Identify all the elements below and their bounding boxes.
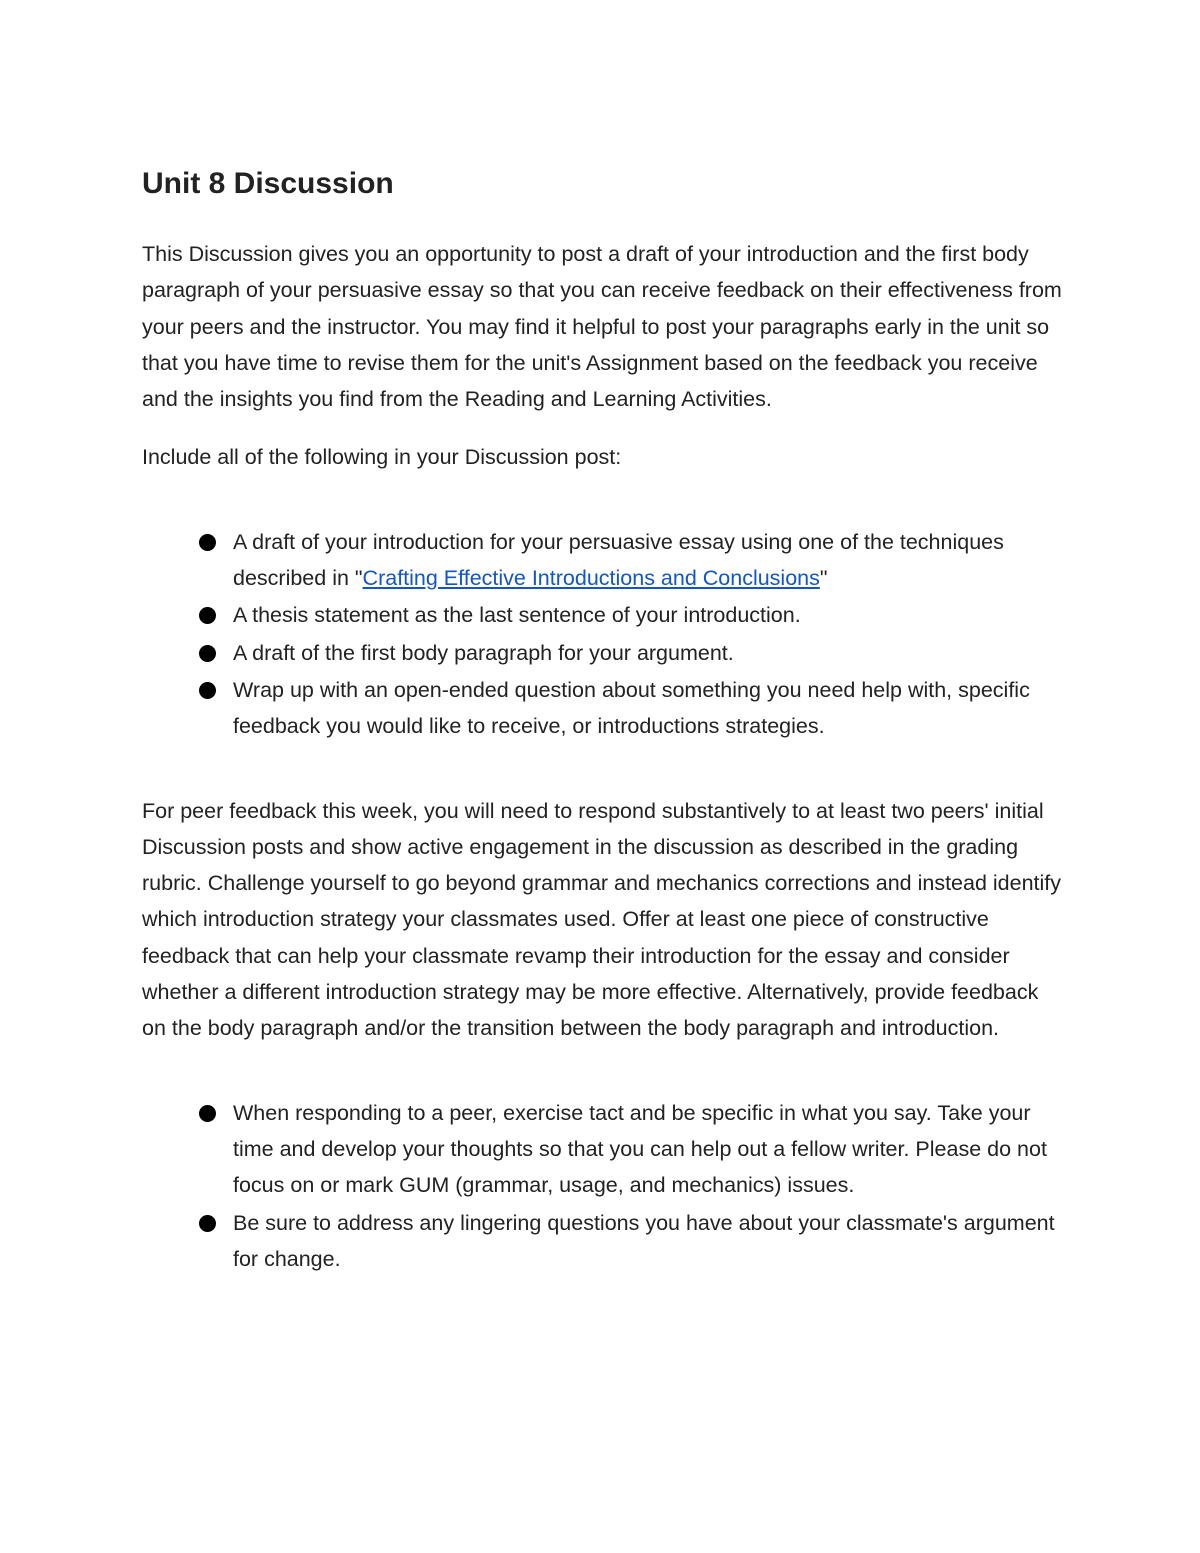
intro-paragraph: This Discussion gives you an opportunity to post a draft of your introduction and the first body paragraph of your persuasive essay so that you can receive feedback on their effectiveness from your peers and the instructor. You may find it helpful to post your paragraphs early in the unit so that you have time to revise them for the unit's Assignment based on the feedback you receive and the insights you find from the Reading and Learning Activities. [142, 242, 1062, 412]
document-page [142, 162, 1062, 1278]
list-item [142, 1095, 1062, 1204]
list-item [142, 635, 1062, 671]
bullet-icon [199, 682, 216, 699]
list-item [142, 672, 1062, 745]
list-item [142, 597, 1062, 633]
bullet-icon [199, 607, 216, 624]
bullet-icon [199, 1215, 216, 1232]
list-item-text: Be sure to address any lingering questions you have about your classmate's argument for change. [233, 1210, 1055, 1271]
peer-tips-list [142, 1095, 1062, 1277]
list-item-text: When responding to a peer, exercise tact and be specific in what you say. Take your time and develop your thoughts so that you can help out a fellow writer. Please do not focus on or mark GUM (grammar, usage, and mechanics) issues. [233, 1100, 1047, 1198]
crafting-introductions-link[interactable]: Crafting Effective Introductions and Conclusions [362, 566, 820, 591]
list-item-text: A thesis statement as the last sentence of your introduction. [233, 603, 801, 628]
bullet-icon [199, 1105, 216, 1122]
list-item-text-suffix: " [819, 566, 828, 591]
list-item-text: Wrap up with an open-ended question about something you need help with, specific feedback you would like to receive, or introductions strategies. [233, 677, 1030, 739]
requirements-list [142, 524, 1062, 745]
bullet-icon [199, 645, 216, 662]
peer-feedback-paragraph: For peer feedback this week, you will need to respond substantively to at least two peers' initial Discussion posts and show active engagement in the discussion as described in the grading rubric. Challenge yourself to go beyond grammar and mechanics corrections and instead identify which introduction strategy your classmates used. Offer at least one piece of constructive feedback that can help your classmate revamp their introduction for the essay and consider whether a different introduction strategy may be more effective. Alternatively, provide feedback on the body paragraph and/or the transition between the body paragraph and introduction. [142, 798, 1062, 1041]
list-item-text: A draft of your introduction for your persuasive essay using one of the techniques described in " [233, 529, 1004, 591]
list-item-text: A draft of the first body paragraph for your argument. [233, 640, 734, 665]
bullet-icon [199, 534, 216, 551]
page-title: Unit 8 Discussion [142, 167, 394, 200]
list-item [142, 1205, 1062, 1278]
include-label: Include all of the following in your Discussion post: [142, 445, 622, 470]
list-item [142, 524, 1062, 597]
